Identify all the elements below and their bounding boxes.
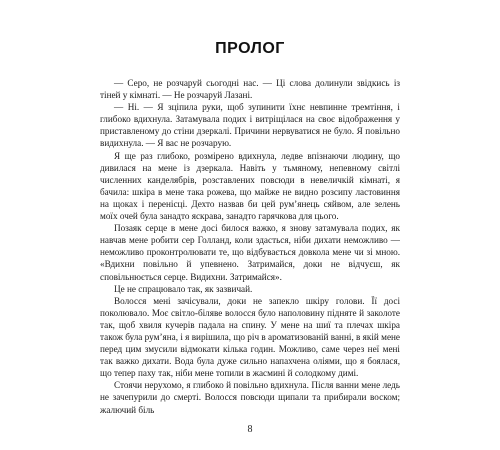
paragraph: — Серо, не розчаруй сьогодні нас. — Ці слова долинули звідкись із тіней у кімнаті. — Не розчаруй Лазані. xyxy=(100,78,400,101)
paragraph: Це не спрацювало так, як зазвичай. xyxy=(114,283,253,294)
page-number: 8 xyxy=(247,424,253,435)
paragraph: — Ні. — Я зціпила руки, щоб зупинити їхнє невпинне тремтіння, і глибоко вдихнула. Затамувала подих і витріщілася на своє відображення у приставленому до стіни дзеркалі. Причини нервуватися не було. Я повільно видихнула. — Я вас не розчарую. xyxy=(100,102,400,149)
chapter-title: ПРОЛОГ xyxy=(215,40,285,57)
paragraph: Позаяк серце в мене досі билося важко, я знову затамувала подих, як навчав мене робити сер Голланд, коли здасться, ніби дихати неможливо — неможливо проконтролювати те, що відбувається довкола мене чи зі мною. «Вдихни повільно й упевнено. Затримайся, доки не відчуєш, як сповільнюється серце. Видихни. Затримайся». xyxy=(100,223,400,282)
paragraph: Волосся мені зачісували, доки не запекло шкіру голови. Її досі поколювало. Моє світло-біляве волосся було наполовину підняте й заколоте так, щоб хвиля кучерів падала на спину. У мене на шиї та плечах шкіра також була рум’яна, і я вирішила, що річ в ароматизованій ванні, в якій мене перед цим змусили відмокати кілька годин. Можливо, саме через неї мені так важко дихати. Вода була дуже сильно напахчена оліями, що я боялася, що тепер паху так, ніби мене топили в жасмині й солодкому димі. xyxy=(100,295,401,379)
body-text xyxy=(100,77,400,416)
paragraph: Стоячи нерухомо, я глибоко й повільно вдихнула. Після ванни мене ледь не зачепурили до смерті. Волосся повсюди щипали та прибирали воском; жалючий біль xyxy=(100,380,400,415)
paragraph: Я ще раз глибоко, розмірено вдихнула, ледве впізнаючи людину, що дивилася на мене із дзеркала. Навіть у тьмяному, непевному світлі численних канделябрів, розставлених повсюди в невеличкій кімнаті, я бачила: шкіра в мене така рожева, що майже не видно розсипу ластовиння на щоках і перенісці. Дехто назвав би цей рум’янець сяйвом, але зелень моїх очей була занадто яскрава, занадто гарячкова для цього. xyxy=(100,150,400,222)
